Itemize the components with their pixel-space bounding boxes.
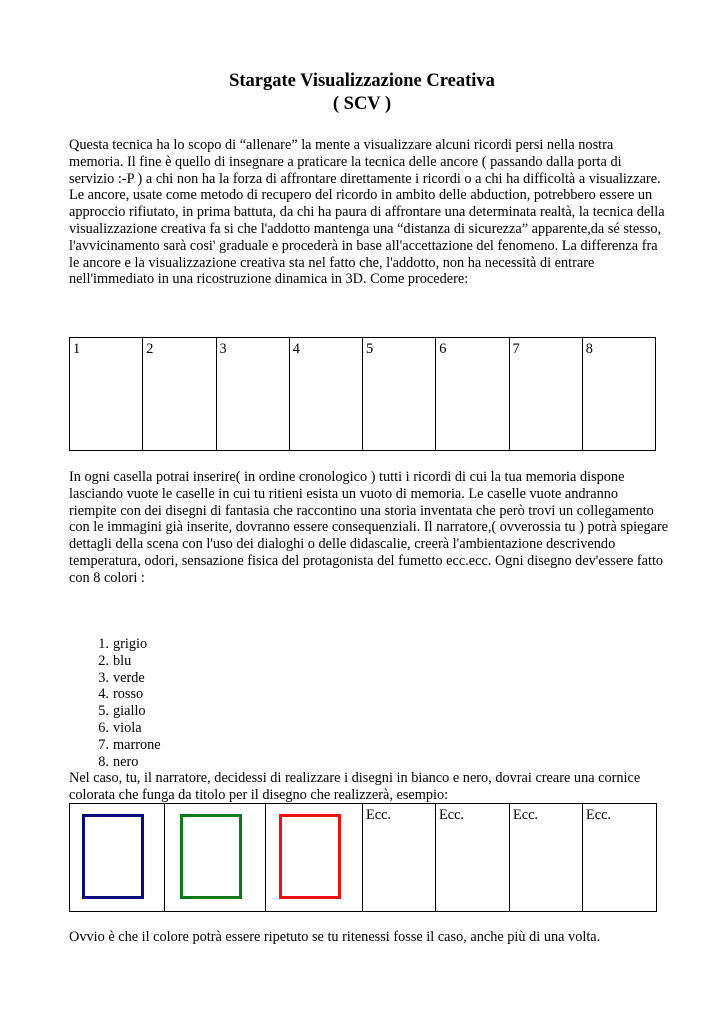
list-number: 8. [98,753,109,770]
memory-box: 2 [143,338,216,451]
red-frame [279,814,341,899]
color-list [69,636,161,770]
color-name: grigio [113,636,148,652]
list-item [69,737,161,754]
list-item [69,686,161,703]
list-item [69,720,161,737]
memory-box: 1 [70,338,143,451]
color-name: nero [113,753,139,770]
list-item [69,636,161,653]
list-number: 2. [98,652,109,669]
example-frames-table [69,803,657,912]
list-item [69,653,161,670]
green-frame [180,814,242,899]
memory-box: 5 [363,338,436,451]
memory-box: 3 [216,338,289,451]
color-name: rosso [113,686,144,703]
ecc-cell: Ecc. [363,804,436,912]
memory-box: 4 [289,338,362,451]
list-number: 6. [98,719,109,736]
color-name: giallo [113,703,146,720]
memory-boxes-table [69,337,656,451]
closing-paragraph: Ovvio è che il colore potrà essere ripetuto se tu ritenessi fosse il caso, anche più di una volta. [69,929,601,945]
color-name: blu [113,652,132,669]
memory-box: 7 [509,338,582,451]
document-title [0,70,724,116]
blue-frame [82,814,144,899]
title-abbreviation: ( SCV ) [332,94,392,114]
list-number: 7. [98,736,109,753]
memory-box: 6 [436,338,509,451]
intro-paragraph: Questa tecnica ha lo scopo di “allenare” la mente a visualizzare alcuni ricordi persi nella nostra memoria. Il fine è quello di insegnare a praticare la tecnica delle ancore ( passando dalla porta di servizio :-P ) a chi non ha la forza di affrontare direttamente i ricordi o a chi ha difficoltà a visualizzare. Le ancore, usate come metodo di recupero del ricordo in ambito delle abduction, potrebbero essere un approccio rifiutato, in prima battuta, da chi ha paura di affrontare una determinata realtà, la tecnica della visualizzazione creativa fa si che l'addotto mantenga una “distanza di sicurezza” apparente,da sé stesso, l'avvicinamento sarà cosi' graduale e procederà in base all'accettazione del fenomeno. La differenza fra le ancore e la visualizzazione creativa sta nel fatto che, l'addotto, non ha necessità di entrare nell'immediato in una ricostruzione dinamica in 3D. Come procedere: [69,137,665,288]
list-item [69,703,161,720]
color-name: marrone [113,736,161,753]
instructions-paragraph: In ogni casella potrai inserire( in ordine cronologico ) tutti i ricordi di cui la tua memoria dispone lasciando vuote le caselle in cui tu ritieni esista un vuoto di memoria. Le caselle vuote andranno riempite con dei disegni di fantasia che raccontino una storia inventata che però trovi un collegamento con le immagini già inserite, dovranno essere consequenziali. Il narratore,( ovverossia tu ) potrà spiegare dettagli della scena con l'uso dei dialoghi o delle didascalie, creerà l'ambientazione descrivendo temperatura, odori, sensazione fisica del protagonista del fumetto ecc.ecc. Ogni disegno dev'essere fatto con 8 colori : [69,469,669,586]
title-main: Stargate Visualizzazione Creativa [229,71,495,91]
list-number: 1. [98,636,109,652]
color-name: verde [113,669,145,686]
ecc-cell: Ecc. [436,804,510,912]
memory-box: 8 [582,338,655,451]
black-white-note: Nel caso, tu, il narratore, decidessi di realizzare i disegni in bianco e nero, dovrai creare una cornice colorata che funga da titolo per il disegno che realizzerà, esempio: [69,770,641,803]
list-number: 5. [98,703,109,720]
color-name: viola [113,719,142,736]
list-item [69,670,161,687]
ecc-cell: Ecc. [583,804,657,912]
list-item [69,754,161,771]
list-number: 3. [98,669,109,686]
ecc-cell: Ecc. [510,804,583,912]
list-number: 4. [98,686,109,703]
